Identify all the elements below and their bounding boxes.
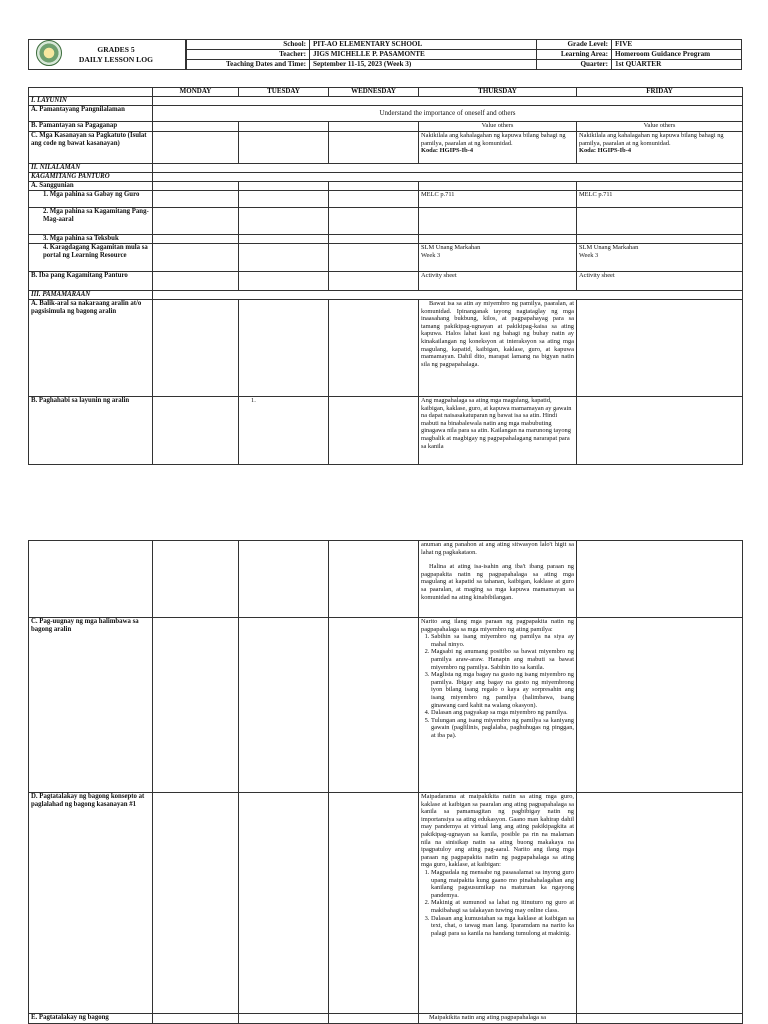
list-item: 2. Makinig at sumunod sa lahat ng itinuturo ng guro at makibahagi sa talakayan tuwing may online class.	[431, 899, 574, 914]
thursday-balik-aral-text: Bawat isa sa atin ay miyembro ng pamilya, paaralan, at komunidad. Ipinanganak tayong nagtataglay ng mga inaasahang bukbung, kilos, at pagpapahayag para sa tamang pakikipag-ugnayan at pakikipag-kaisa sa ating kapuwa. Halos lahat kasi ng bahagi ng buhay natin ay kinakailangan ng koneksyon at interaksyon sa ating mga magulang, kapatid, kaibigan, kaklase, guro, at kapuwa mamamayan. Dahil dito, marapat lamang na bigyan natin sila ng pagpapahalaga.	[419, 300, 577, 397]
slm-week: Week 3	[579, 251, 599, 259]
row-balik-aral: A. Balik-aral sa nakaraang aralin at/o pagsisimula ng bagong aralin	[29, 300, 153, 397]
tuesday-item-1: 1.	[239, 397, 329, 465]
thursday-kasanayan	[419, 132, 577, 164]
row-teksbuk: 3. Mga pahina sa Teksbuk	[29, 235, 153, 244]
dates-label: Teaching Dates and Time:	[187, 60, 310, 70]
row-karagdagang-kagamitan: 4. Karagdagang Kagamitan mula sa portal ng Learning Resource	[29, 244, 153, 272]
halina-paragraph: Halina at ating isa-isahin ang iba't ibang paraan ng pagpapakita natin ng pagpapahalaga sa ating mga magulang at kapatid sa tahanan, kaibigan, kaklase at guro sa paaralan, at maging sa mga kapuwa mamamayan sa komunidad na ating kinabibilangan.	[421, 563, 574, 601]
row-pamantayang-pangnilalaman: A. Pamantayang Pangnilalaman	[29, 106, 153, 122]
list-item: 3. Dalasan ang kumustahan sa mga kaklase at kaibigan sa text, chat, o tawag man lang. Iparamdam na narito ka palagi para sa kanila na handang tumulong at makinig.	[431, 915, 574, 938]
pag-uugnay-list	[421, 633, 574, 739]
thursday-activity-sheet: Activity sheet	[419, 272, 577, 291]
learning-area-label: Learning Area:	[537, 50, 612, 60]
lesson-log-table	[28, 87, 743, 465]
row-pamantayan-pagaganap: B. Pamantayan sa Pagaganap	[29, 122, 153, 132]
list-item: 3. Maglista ng mga bagay na gusto ng isang miyembro ng pamilya. Ibigay ang bagay na gusto ng miyembrong iyon bilang isang regalo o kaya ay sorpresahin ang isang miyembro ng pamilya (halimbawa, isang ginawang card kahit na walang okasyon).	[431, 671, 574, 709]
grade-level-label: Grade Level:	[537, 40, 612, 50]
friday-slm	[577, 244, 743, 272]
section-pamamaraan: III. PAMAMARAAN	[29, 291, 153, 300]
friday-value-others: Value others	[577, 122, 743, 132]
section-layunin: I. LAYUNIN	[29, 97, 153, 106]
thursday-value-others: Value others	[419, 122, 577, 132]
thursday-melc: MELC p.711	[419, 191, 577, 208]
thursday-pag-uugnay-text	[419, 618, 577, 793]
grades-label: GRADES 5	[97, 45, 135, 54]
learning-area-value: Homeroom Guidance Program	[612, 50, 742, 60]
pagtatalakay-list	[421, 869, 574, 937]
kasanayan-text: Nakikilala ang kahalagahan ng kapuwa bilang bahagi ng pamilya, paaralan at ng komunidad.	[579, 132, 724, 147]
list-item: 2. Magsabi ng anumang positibo sa bawat miyembro ng pamilya araw-araw. Hanapin ang mabuti sa bawat miyembro ng pamilya. Sabihin ito sa kanila.	[431, 648, 574, 671]
dates-value: September 11-15, 2023 (Week 3)	[310, 60, 537, 70]
day-header-row	[29, 88, 743, 97]
school-value: PIT-AO ELEMENTARY SCHOOL	[310, 40, 537, 50]
day-friday: FRIDAY	[577, 88, 743, 97]
row-kagamitang-mag-aaral: 2. Mga pahina sa Kagamitang Pang-Mag-aaral	[29, 208, 153, 235]
list-item: 1. Magpadala ng mensahe ng pasasalamat sa inyong guro upang maipakita kung gaano mo pinahahalagahan ang kanilang pagsusumikap na maturuan ka ngayong pandemya.	[431, 869, 574, 899]
row-pagtatalakay-2: E. Pagtatalakay ng bagong	[29, 1014, 153, 1024]
row-pagtatalakay-1: D. Pagtatalakay ng bagong konsepto at paglalahad ng bagong kasanayan #1	[29, 793, 153, 1014]
thursday-slm	[419, 244, 577, 272]
row-paghahabi: B. Paghahabi sa layunin ng aralin	[29, 397, 153, 465]
thursday-continuation-text	[419, 541, 577, 618]
koda-text: Koda: HGIPS-Ib-4	[421, 147, 474, 155]
day-monday: MONDAY	[153, 88, 239, 97]
thursday-paghahabi-text: Ang magpahalaga sa ating mga magulang, kapatid, kaibigan, kaklase, guro, at kapuwa mamamayan ay gawain na dapat naisasakatuparan ng bawat isa sa atin. Hindi mabuti na binabalewala natin ang mga mabubuting ginagawa nila para sa atin. Kailangan na marunong tayong magbalik at magbigay ng pagpapahalagang nararapat para sa kanila	[419, 397, 577, 465]
slm-label: SLM Unang Markahan	[579, 244, 639, 251]
row-gabay-guro: 1. Mga pahina sa Gabay ng Guro	[29, 191, 153, 208]
pag-uugnay-intro: Narito ang ilang mga paraan ng pagpapakita natin ng pagpapahalaga sa mga miyembro ng ating pamilya:	[421, 618, 574, 633]
school-label: School:	[187, 40, 310, 50]
row-sanggunian: A. Sanggunian	[29, 182, 153, 191]
section-nilalaman: II. NILALAMAN	[29, 164, 153, 173]
friday-kasanayan	[577, 132, 743, 164]
dll-label: DAILY LESSON LOG	[78, 55, 154, 64]
list-item: 5. Tulungan ang isang miyembro ng pamilya sa kaniyang gawain (paglilinis, paglalaba, paghuhugas ng pinggan, at iba pa).	[431, 717, 574, 740]
row-iba-pang-kagamitan: B. Iba pang Kagamitang Panturo	[29, 272, 153, 291]
lesson-log-table-continued	[28, 540, 743, 1024]
understand-text: Understand the importance of oneself and others	[153, 106, 743, 122]
list-item: 4. Dalasan ang pagyakap sa mga miyembro ng pamilya.	[431, 709, 574, 717]
pagtatalakay-paragraph: Maipadarama at maipakikita natin sa ating mga guro, kaklase at kaibigan sa paaralan ang ating pagpapahalaga sa kanila sa pamamagitan ng pagbibigay natin ng importansiya sa ating edukasyon. Gaano man kahirap dahil may pandemya at virtual lang ang ating pakikipagkita at pakikipag-ugnayan sa kanila, posible pa rin na malaman nila na sinisikap natin sa ating buong makakaya na ipagpatuloy ang ating pag-aaral. Narito ang ilang mga paraan ng pagpapakita natin ng pagpapahalaga sa ating mga guro, kaklase, at kaibigan:	[421, 793, 574, 869]
continuation-line: anuman ang panahon at ang ating sitwasyon lalo't higit sa lahat ng pagkakataon.	[421, 541, 574, 556]
day-thursday: THURSDAY	[419, 88, 577, 97]
grade-level-value: FIVE	[612, 40, 742, 50]
row-mga-kasanayan: C. Mga Kasanayan sa Pagkatuto (Isulat ang code ng bawat kasanayan)	[29, 132, 153, 164]
friday-melc: MELC p.711	[577, 191, 743, 208]
quarter-value: 1st QUARTER	[612, 60, 742, 70]
quarter-label: Quarter:	[537, 60, 612, 70]
kasanayan-text: Nakikilala ang kahalagahan ng kapuwa bilang bahagi ng pamilya, paaralan at ng komunidad.	[421, 132, 566, 147]
row-pag-uugnay: C. Pag-uugnay ng mga halimbawa sa bagong aralin	[29, 618, 153, 793]
teacher-label: Teacher:	[187, 50, 310, 60]
header-info-table	[186, 39, 742, 70]
day-wednesday: WEDNESDAY	[329, 88, 419, 97]
section-kagamitang-panturo: KAGAMITANG PANTURO	[29, 173, 153, 182]
day-tuesday: TUESDAY	[239, 88, 329, 97]
slm-week: Week 3	[421, 251, 441, 259]
thursday-pagtatalakay-2-text: Maipakikita natin ang ating pagpapahalaga sa	[419, 1014, 577, 1024]
list-item: 1. Sabihin sa isang miyembro ng pamilya na siya ay mahal ninyo.	[431, 633, 574, 648]
slm-label: SLM Unang Markahan	[421, 244, 481, 251]
friday-activity-sheet: Activity sheet	[577, 272, 743, 291]
thursday-pagtatalakay-text	[419, 793, 577, 1014]
koda-text: Koda: HGIPS-Ib-4	[579, 147, 632, 155]
teacher-value: JIGS MICHELLE P. PASAMONTE	[310, 50, 537, 60]
